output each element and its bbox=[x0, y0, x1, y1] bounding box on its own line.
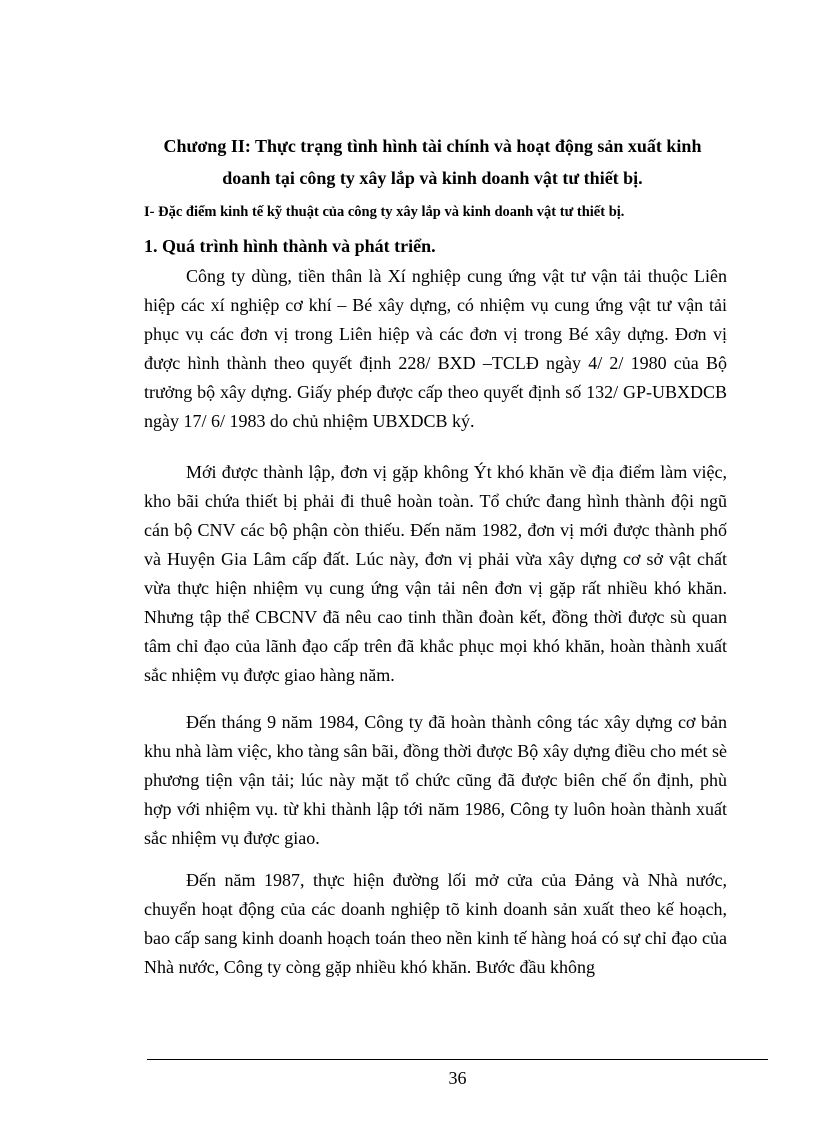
footer-divider bbox=[147, 1059, 768, 1060]
page-number: 36 bbox=[448, 1068, 467, 1088]
paragraph: Đến năm 1987, thực hiện đường lối mở cửa của Đảng và Nhà nước, chuyển hoạt động của các doanh nghiệp tõ kinh doanh sản xuất theo kế hoạch, bao cấp sang kinh doanh hoạch toán theo nền kinh tế hàng hoá có sự chỉ đạo của Nhà nước, Công ty còng gặp nhiều khó khăn. Bước đầu không bbox=[144, 870, 727, 977]
paragraph: Công ty dùng, tiền thân là Xí nghiệp cung ứng vật tư vận tải thuộc Liên hiệp các xí nghiệp cơ khí – Bé xây dựng, có nhiệm vụ cung ứng vật tư vận tải phục vụ các đơn vị trong Liên hiệp và các đơn vị trong Bé xây dựng. Đơn vị được hình thành theo quyết định 228/ BXD –TCLĐ ngày 4/ 2/ 1980 của Bộ trưởng bộ xây dựng. Giấy phép được cấp theo quyết định số 132/ GP-UBXDCB ngày 17/ 6/ 1983 do chủ nhiệm UBXDCB ký. bbox=[144, 266, 727, 431]
sub-heading: 1. Quá trình hình thành và phát triển. bbox=[144, 236, 436, 256]
paragraph: Đến tháng 9 năm 1984, Công ty đã hoàn thành công tác xây dựng cơ bản khu nhà làm việc, kho tàng sân bãi, đồng thời được Bộ xây dựng điều cho mét sè phương tiện vận tải; lúc này mặt tổ chức cũng đã được biên chế ổn định, phù hợp với nhiệm vụ. từ khi thành lập tới năm 1986, Công ty luôn hoàn thành xuất sắc nhiệm vụ được giao. bbox=[144, 712, 727, 848]
chapter-title: Chương II: Thực trạng tình hình tài chính và hoạt động sản xuất kinh doanh tại công ty xây lắp và kinh doanh vật tư thiết bị. bbox=[163, 136, 702, 188]
section-heading: I- Đặc điểm kinh tế kỹ thuật của công ty xây lắp và kinh doanh vật tư thiết bị. bbox=[144, 204, 625, 220]
paragraph: Mới được thành lập, đơn vị gặp không Ýt khó khăn về địa điểm làm việc, kho bãi chứa thiết bị phải đi thuê hoàn toàn. Tổ chức đang hình thành đội ngũ cán bộ CNV các bộ phận còn thiếu. Đến năm 1982, đơn vị mới được thành phố và Huyện Gia Lâm cấp đất. Lúc này, đơn vị phải vừa xây dựng cơ sở vật chất vừa thực hiện nhiệm vụ cung ứng vận tải nên đơn vị gặp rất nhiều khó khăn. Nhưng tập thể CBCNV đã nêu cao tinh thần đoàn kết, đồng thời được sù quan tâm chỉ đạo của lãnh đạo cấp trên đã khắc phục mọi khó khăn, hoàn thành xuất sắc nhiệm vụ được giao hàng năm. bbox=[144, 462, 727, 685]
